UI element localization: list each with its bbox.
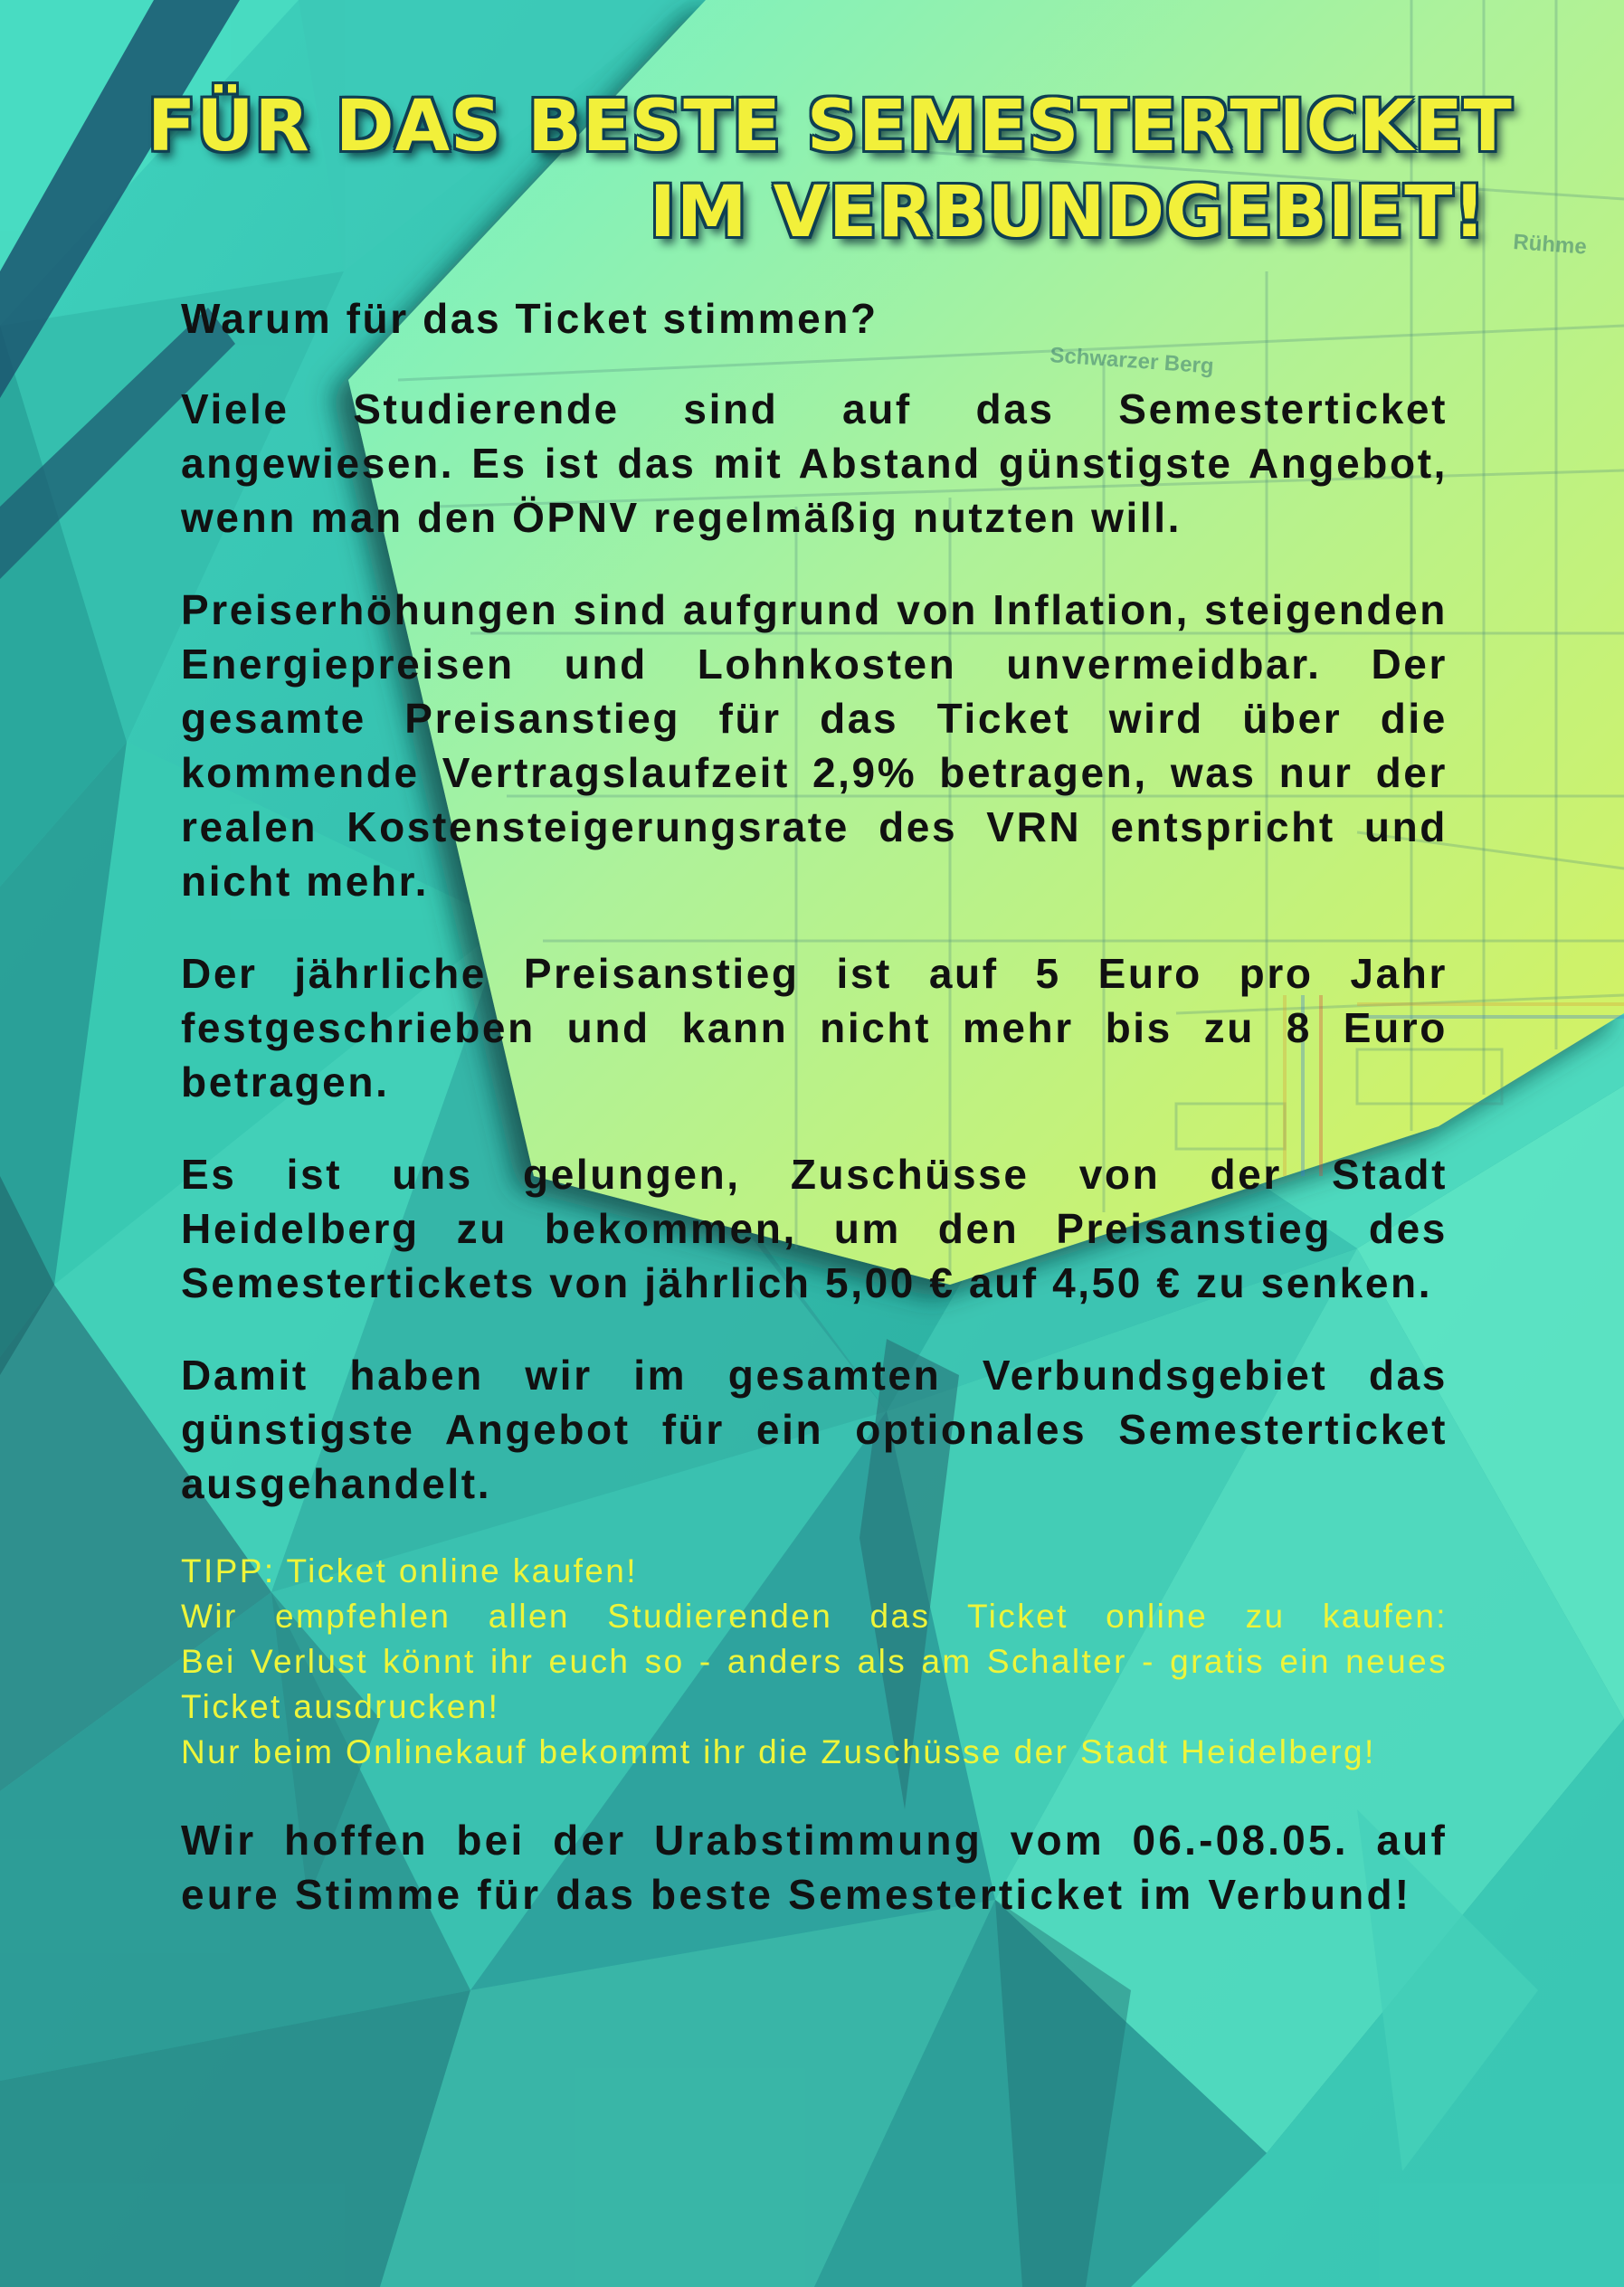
closing-statement: Wir hoffen bei der Urabstimmung vom 06.-08.05. auf eure Stimme für das beste Semesterticket im Verbund! bbox=[181, 1817, 1448, 1918]
paragraph-zuschuesse: Es ist uns gelungen, Zuschüsse von der Stadt Heidelberg zu bekommen, um den Preisanstieg des Semestertickets von jährlich 5,00 € auf 4,50 € zu senken. bbox=[181, 1151, 1448, 1306]
map-label-ruehme: Rühme bbox=[1512, 230, 1588, 260]
question-heading: Warum für das Ticket stimmen? bbox=[181, 295, 878, 342]
headline-line-1: FÜR DAS BESTE SEMESTERTICKET bbox=[147, 86, 1513, 167]
paragraph-preisanstieg: Der jährliche Preisanstieg ist auf 5 Euro pro Jahr festgeschrieben und kann nicht mehr bis zu 8 Euro betragen. bbox=[181, 950, 1448, 1106]
tip-line-loss: Bei Verlust könnt ihr euch so - anders als am Schalter - gratis ein neues Ticket ausdrucken! bbox=[181, 1643, 1448, 1725]
tip-line-subsidy: Nur beim Onlinekauf bekommt ihr die Zuschüsse der Stadt Heidelberg! bbox=[181, 1733, 1376, 1770]
paragraph-semesterticket: Viele Studierende sind auf das Semesterticket angewiesen. Es ist das mit Abstand günstigste Angebot, wenn man den ÖPNV regelmäßig nutzten will. bbox=[181, 385, 1448, 541]
headline-line-2: IM VERBUNDGEBIET! bbox=[649, 172, 1486, 253]
tip-title: TIPP: Ticket online kaufen! bbox=[181, 1552, 638, 1590]
tip-line-recommendation: Wir empfehlen allen Studierenden das Ticket online zu kaufen: bbox=[181, 1598, 1448, 1635]
tip-box bbox=[181, 1549, 1448, 1775]
map-label-schwarzer-berg: Schwarzer Berg bbox=[1049, 343, 1215, 379]
paragraph-preiserhoehungen: Preiserhöhungen sind aufgrund von Inflation, steigenden Energiepreisen und Lohnkosten unvermeidbar. Der gesamte Preisanstieg für das Ticket wird über die kommende Vertragslaufzeit 2,9% betragen, was nur der realen Kostensteigerungsrate des VRN entspricht und nicht mehr. bbox=[181, 586, 1448, 905]
body-content bbox=[181, 291, 1448, 1922]
paragraph-angebot: Damit haben wir im gesamten Verbundsgebiet das günstigste Angebot für ein optionales Semesterticket ausgehandelt. bbox=[181, 1352, 1448, 1507]
